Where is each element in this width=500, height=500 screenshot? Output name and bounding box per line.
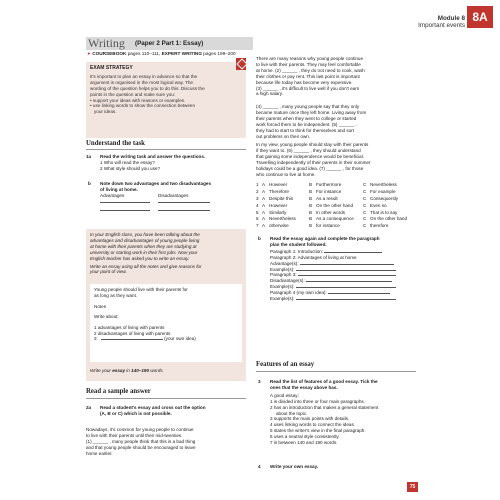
option-c: That is to say: [370, 209, 398, 215]
essay-line: who continue to live at home.: [256, 171, 316, 177]
question-number: b: [258, 236, 261, 241]
essay-line: (1) ______ , many people think that this is a bad thing: [86, 438, 196, 444]
question-text: Read the writing task and answer the questions.: [100, 154, 206, 159]
task-line: advantages and disadvantages of young people living: [90, 237, 200, 243]
question-1a: [86, 154, 246, 172]
option-letter: B: [309, 223, 313, 229]
instruction-text: Write your: [90, 368, 113, 373]
strategy-line: your ideas.: [94, 109, 117, 115]
coursebook-label: COURSEBOOK: [92, 51, 127, 56]
understand-heading: Understand the task: [86, 140, 145, 147]
option-a: Nevertheless: [269, 216, 296, 222]
plan-label: Paragraph 4 (my own idea):: [270, 290, 327, 296]
coursebook-reference: [87, 51, 257, 57]
option-c: Consequently: [370, 195, 399, 201]
divider: [86, 398, 246, 399]
option-letter: A: [262, 223, 266, 229]
page-number: 75: [407, 482, 418, 492]
option-row[interactable]: [256, 196, 416, 203]
essay-line: if they want to. (6) ______ , they should understand: [256, 147, 361, 153]
option-b: In other words: [316, 209, 346, 215]
task-line: at home with their parents when they are studying at: [90, 243, 197, 249]
feature-item: 3 supports the main points with details.: [270, 416, 350, 422]
answer-line[interactable]: [324, 252, 382, 253]
expert-writing-label: EXPERT WRITING: [161, 51, 202, 56]
option-letter: C: [363, 202, 367, 208]
essay-paragraph-4: [256, 142, 416, 177]
essay-question-card: [90, 284, 242, 362]
option-b: As a consequence: [316, 216, 354, 222]
answer-line[interactable]: [296, 270, 396, 271]
option-row[interactable]: [256, 203, 416, 210]
task-line: Write an essay using all the notes and give reasons for: [90, 263, 202, 269]
section-title: Writing: [88, 36, 125, 50]
option-number: 4: [256, 202, 259, 208]
instruction-text: words.: [149, 368, 164, 373]
option-row[interactable]: [256, 223, 416, 230]
option-letter: A: [262, 182, 266, 187]
option-a: Therefore: [269, 188, 289, 194]
notes-item-number: 3: [94, 336, 97, 342]
essay-line: their parents when they went to college or started: [256, 115, 357, 121]
option-number: 5: [256, 209, 259, 215]
own-idea-label: (your own idea): [164, 336, 196, 342]
module-badge: 8A: [467, 6, 493, 28]
option-row[interactable]: [256, 189, 416, 196]
feature-item: 2 has an introduction that makes a general statement: [270, 404, 379, 410]
advantages-label: Advantages: [100, 192, 125, 198]
option-letter: B: [309, 209, 313, 215]
instruction-words: 140–190: [131, 368, 150, 373]
essay-line: and that young people should be encouraged to leave: [86, 444, 196, 450]
plan-label: Paragraph 2: Advantages of living at home: [270, 254, 357, 260]
answer-line[interactable]: [158, 210, 210, 211]
essay-line: a high salary.: [256, 91, 283, 97]
essay-line: because life today has become very expensive.: [256, 79, 353, 85]
feature-item: 1 is divided into three or four main paragraphs.: [270, 398, 365, 404]
question-1b: [86, 181, 246, 221]
module-label: Module 8: [437, 15, 465, 22]
essay-line: they had to start to think for themselves and sort: [256, 127, 355, 133]
option-b: for instance: [316, 223, 340, 229]
option-a: However: [269, 202, 288, 208]
task-line: In your English class, you have been talking about the: [90, 232, 200, 237]
features-intro: A good essay:: [270, 392, 299, 398]
instruction-text: in: [125, 368, 132, 373]
option-letter: A: [262, 216, 266, 222]
option-number: 6: [256, 216, 259, 222]
question-number: 2a: [86, 405, 92, 410]
plan-label: Disadvantage(s):: [270, 278, 305, 284]
option-c: On the other hand: [370, 216, 408, 222]
essay-line: (4) ______ , many young people say that they only: [256, 104, 360, 109]
answer-line[interactable]: [328, 293, 390, 294]
option-letter: B: [309, 188, 313, 194]
option-b: Furthermore: [316, 182, 342, 187]
option-letter: B: [309, 195, 313, 201]
option-letter: C: [363, 223, 367, 229]
section-part: (Paper 2 Part 1: Essay): [135, 40, 204, 47]
answer-line[interactable]: [158, 202, 210, 203]
answer-line[interactable]: [100, 210, 150, 211]
essay-question: Young people should live with their parents for: [94, 287, 188, 292]
question-number: b: [88, 181, 91, 186]
question-4: [256, 464, 416, 470]
question-number: 3: [258, 379, 261, 384]
option-c: Nevertheless: [370, 182, 397, 187]
options-list: [256, 182, 416, 230]
option-b: For instance: [316, 188, 342, 194]
answer-line[interactable]: [100, 202, 150, 203]
option-row[interactable]: [256, 216, 416, 223]
strategy-line: argument is organised in the most logical way. The: [90, 79, 193, 85]
strategy-line: • support your ideas with reasons or examples.: [90, 97, 186, 103]
strategy-line: wording of the question helps you to do this. Discuss the: [90, 85, 205, 91]
task-instruction: [90, 368, 164, 374]
write-about-label: Write about:: [94, 313, 119, 319]
answer-line[interactable]: [306, 281, 392, 282]
module-heading: [418, 15, 465, 29]
feature-item: 6 uses a neutral style consistently.: [270, 434, 340, 440]
essay-paragraph-2: [256, 56, 416, 97]
exam-strategy-box: [86, 62, 246, 138]
question-text: Read a student's essay and cross out the option: [100, 405, 206, 410]
expert-writing-pages: pages 199–200: [203, 51, 236, 56]
option-letter: C: [363, 216, 367, 222]
read-sample-heading: Read a sample answer: [86, 388, 151, 395]
essay-line: that gaining some independence would be beneficial.: [256, 153, 365, 159]
essay-line: became mature once they left home. Living away from: [256, 109, 367, 115]
essay-line: out problems on their own.: [256, 133, 311, 139]
essay-paragraph-3: [256, 104, 416, 139]
feature-item: 5 states the writer's view in the final paragraph.: [270, 428, 366, 434]
essay-line: Travelling independently of their parents in their summer: [256, 159, 371, 165]
feature-item: 7 is between 140 and 190 words.: [270, 440, 338, 446]
coursebook-pages: pages 110–111,: [127, 51, 161, 56]
divider: [86, 149, 246, 150]
essay-line: Nowadays, it's common for young people to continue: [86, 427, 194, 432]
option-letter: A: [262, 202, 266, 208]
essay-line: In my view, young people should stay with their parents: [256, 142, 369, 147]
disadvantages-label: Disadvantages: [158, 192, 189, 198]
feature-item: 4 uses linking words to connect the ideas.: [270, 422, 356, 428]
option-c: therefore: [370, 223, 389, 229]
answer-line[interactable]: [296, 287, 396, 288]
essay-line: home earlier.: [86, 450, 113, 456]
option-a: Despite this: [269, 195, 294, 201]
strategy-line: • use linking words to show the connection between: [90, 103, 196, 109]
notes-item: [94, 336, 238, 342]
essay-line: at home. (2) ______ , they do not need to cook, wash: [256, 67, 365, 73]
question-item: 1 Who will read the essay?: [100, 159, 155, 165]
option-letter: C: [363, 188, 367, 194]
notes-label: Notes: [94, 303, 107, 309]
option-letter: A: [262, 209, 266, 215]
question-text: Read the list of features of a good essay. Tick the: [270, 379, 378, 384]
option-letter: C: [363, 182, 367, 187]
option-a: Similarly: [269, 209, 287, 215]
strategy-line: points in the question and make sure you:: [90, 91, 176, 97]
option-letter: A: [262, 195, 266, 201]
plan-label: Paragraph 1: Introduction:: [270, 248, 324, 254]
question-text: Read the essay again and complete the paragraph: [270, 236, 380, 241]
strategy-heading: EXAM STRATEGY: [90, 65, 133, 71]
option-letter: A: [262, 188, 266, 194]
notes-item: 1 advantages of living with parents: [94, 324, 165, 330]
own-idea-line[interactable]: [101, 339, 163, 340]
answer-line[interactable]: [300, 264, 394, 265]
plan-label: Advantage(s):: [270, 260, 299, 266]
option-number: 2: [256, 188, 259, 194]
option-letter: B: [309, 216, 313, 222]
question-number: 4: [258, 464, 261, 469]
essay-line: work forced them to be independent. (5) ______ ,: [256, 121, 357, 127]
plan-label: Example(s):: [270, 296, 295, 302]
option-number: 1: [256, 182, 259, 187]
option-b: As a result: [316, 195, 338, 201]
option-a: otherwise: [269, 223, 289, 229]
plan-label: Paragraph 3:: [270, 272, 297, 278]
question-2a: [86, 405, 246, 417]
option-number: 7: [256, 223, 259, 229]
plan-label: Example(s):: [270, 266, 295, 272]
option-letter: C: [363, 195, 367, 201]
arrow-icon: ➤: [87, 51, 91, 56]
option-a: However: [269, 182, 288, 187]
question-number: 1a: [86, 154, 92, 159]
writing-task-box: [86, 229, 246, 381]
essay-line: to live with their parents until their mid-twenties.: [86, 432, 183, 438]
question-text: plan the student followed.: [270, 241, 327, 247]
option-row[interactable]: [256, 182, 416, 189]
essay-line: their clothes or pay rent. This last point is important: [256, 73, 360, 79]
option-c: For example: [370, 188, 396, 194]
section-title-bar: [86, 37, 253, 50]
answer-line[interactable]: [298, 275, 396, 276]
option-c: Even so: [370, 202, 387, 208]
question-item: 2 What style should you use?: [100, 165, 161, 171]
answer-line[interactable]: [296, 299, 396, 300]
essay-line: (3) ______ , it's difficult to live well if you don't earn: [256, 85, 360, 91]
notes-item: 2 disadvantages of living with parents: [94, 330, 171, 336]
essay-line: to live with their parents. They may feel comfortable: [256, 61, 361, 67]
instruction-essay: essay: [112, 368, 125, 373]
option-letter: B: [309, 202, 313, 208]
question-text: (A, B or C) which is not possible.: [100, 410, 172, 416]
pencil-icon: [236, 58, 246, 70]
essay-line: holidays could be a good idea. (7) ______ , for those: [256, 165, 364, 171]
task-line: your point of view.: [90, 269, 127, 275]
task-line: English teacher has asked you to write an essay.: [90, 255, 190, 261]
feature-item: about the topic.: [276, 410, 308, 416]
option-letter: C: [363, 209, 367, 215]
question-text: Write your own essay.: [270, 464, 319, 469]
question-text: of living at home.: [100, 186, 138, 192]
module-subtitle: Important events: [418, 22, 465, 29]
question-text: Note down two advantages and two disadvantages: [100, 181, 212, 186]
option-number: 3: [256, 195, 259, 201]
option-letter: B: [309, 182, 313, 187]
essay-question: as long as they want.: [94, 292, 138, 298]
essay-line: There are many reasons why young people continue: [256, 56, 363, 61]
features-heading: Features of an essay: [256, 361, 315, 368]
question-3: [256, 379, 416, 446]
question-2b: [256, 236, 416, 302]
strategy-line: It's important to plan an essay in advance so that the: [90, 73, 198, 79]
divider: [256, 371, 416, 372]
question-text: ones that the essay above has.: [270, 384, 338, 390]
essay-paragraph-1: [86, 427, 248, 457]
task-line: university or starting work in their first jobs. Now your: [90, 249, 198, 255]
option-row[interactable]: [256, 210, 416, 217]
plan-label: Example(s):: [270, 284, 295, 290]
option-b: On the other hand: [316, 202, 354, 208]
